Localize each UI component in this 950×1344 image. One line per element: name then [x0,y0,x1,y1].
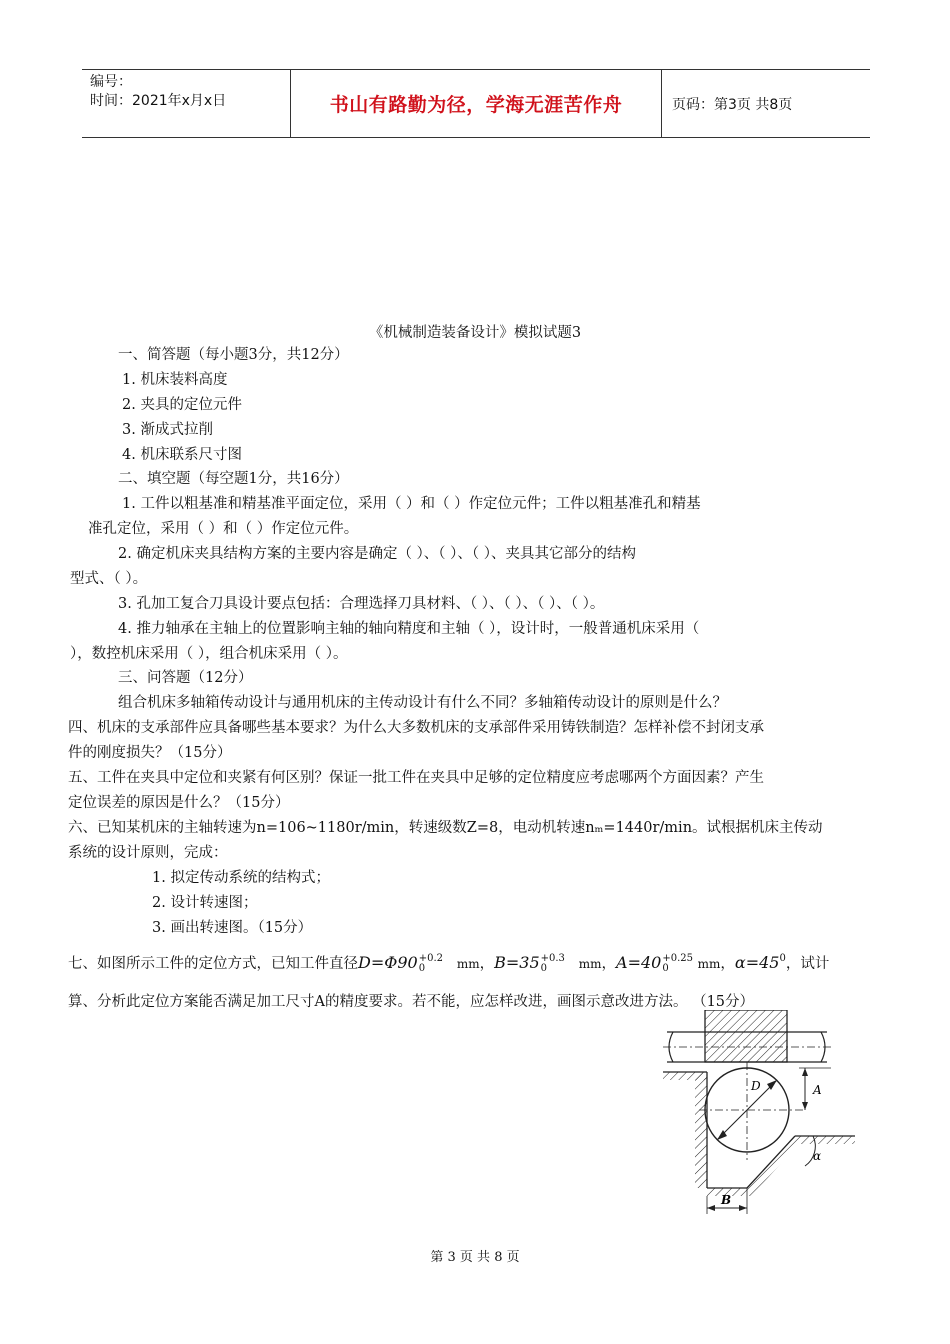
dim-a-tolerance [662,954,693,974]
width-formula: B=35 [494,953,540,972]
section7-prefix: 七、如图所示工件的定位方式，已知工件直径 [68,956,358,972]
label-b: B [721,1193,732,1207]
dim-a-lower: 0 [662,963,669,974]
unit-3: mm [697,957,721,971]
unit-2: mm [578,957,602,971]
section4-line2: 件的刚度损失？（15分） [68,745,232,761]
alpha-formula: α=45 [734,953,780,972]
dim-a-upper: +0.25 [662,953,694,964]
diameter-upper: +0.2 [418,953,444,964]
diameter-tolerance [419,954,443,974]
doc-title: 《机械制造装备设计》模拟试题3 [368,325,582,341]
section2-q1-line1: 1. 工件以粗基准和精基准平面定位，采用（ ）和（ ）作定位元件；工件以粗基准孔和精基 [122,496,701,512]
section7-line2: 算、分析此定位方案能否满足加工尺寸A的精度要求。若不能，应怎样改进，画图示意改进方法。 （15分） [68,994,755,1010]
section2-q2-line2: 型式、（ ）。 [70,571,148,587]
section3-question: 组合机床多轴箱传动设计与通用机床的主传动设计有什么不同？多轴箱传动设计的原则是什么？ [118,695,727,711]
diameter-lower: 0 [418,963,426,974]
section5-line2: 定位误差的原因是什么？（15分） [68,795,290,811]
section6-item-2: 2. 设计转速图； [152,895,258,911]
section1-item-4: 4. 机床联系尺寸图 [122,447,242,463]
motto: 书山有路勤为径，学海无涯苦作舟 [329,94,623,116]
label-alpha: α [813,1149,822,1163]
section1-item-2: 2. 夹具的定位元件 [122,397,242,413]
section7-suffix: ，试计 [785,956,830,972]
section2-q4-line1: 4. 推力轴承在主轴上的位置影响主轴的轴向精度和主轴（ ），设计时，一般普通机床采用（ [118,621,700,637]
header-motto-cell [291,70,662,137]
section2-q3-line1: 3. 孔加工复合刀具设计要点包括：合理选择刀具材料、（ ）、（ ）、（ ）、（ ）。 [118,596,605,612]
section1-item-3: 3. 渐成式拉削 [122,422,213,438]
header-left-cell [82,70,291,137]
section6-line2: 系统的设计原则，完成： [68,845,228,861]
section6-line1: 六、已知某机床的主轴转速为n=106~1180r/min，转速级数Z=8，电动机转速nₘ=1440r/min。试根据机床主传动 [68,820,823,836]
diameter-formula: D=Φ90 [358,953,418,972]
dim-a-formula: A=40 [616,953,662,972]
section2-q4-line2: ），数控机床采用（ ），组合机床采用（ ）。 [70,646,348,662]
label-a: A [813,1083,822,1097]
width-upper: +0.3 [540,953,565,964]
header-table [82,69,870,138]
unit-1: mm [456,957,480,971]
section1-heading: 一、简答题（每小题3分，共12分） [118,347,349,363]
section4-line1: 四、机床的支承部件应具备哪些基本要求？为什么大多数机床的支承部件采用铸铁制造？怎样补偿不封闭支承 [68,720,764,736]
section2-q2-line1: 2. 确定机床夹具结构方案的主要内容是确定（ ）、（ ）、（ ）、夹具其它部分的结构 [118,546,637,562]
header-page-cell [662,70,870,137]
section7-line1: 七、如图所示工件的定位方式，已知工件直径D=Φ90+0.2 0 mm，B=35+0.3 0 mm，A=40+0.25 0 mm，$\alpha=45^0$，试计 [68,953,830,974]
section2-q1-line2: 准孔定位，采用（ ）和（ ）作定位元件。 [88,521,359,537]
section2-heading: 二、填空题（每空题1分，共16分） [118,471,349,487]
width-tolerance [541,954,565,974]
section3-heading: 三、问答题（12分） [118,670,253,686]
section6-item-3: 3. 画出转速图。（15分） [152,920,313,936]
width-lower: 0 [540,963,548,974]
page-info: 页码：第3页 共8页 [672,96,793,113]
time-label: 时间：2021年x月x日 [90,93,227,109]
v-block [707,1136,855,1196]
clamp-block [705,1010,787,1062]
section5-line1: 五、工件在夹具中定位和夹紧有何区别？保证一批工件在夹具中足够的定位精度应考虑哪两个方面因素？产生 [68,770,764,786]
left-support [663,1072,707,1188]
number-label: 编号： [90,74,132,90]
section1-item-1: 1. 机床装料高度 [122,372,228,388]
section6-item-1: 1. 拟定传动系统的结构式； [152,870,330,886]
label-d: D [751,1079,761,1093]
page-footer: 第 3 页 共 8 页 [430,1250,520,1265]
alpha-degree: 0 [779,953,786,964]
positioning-diagram [655,1010,855,1220]
